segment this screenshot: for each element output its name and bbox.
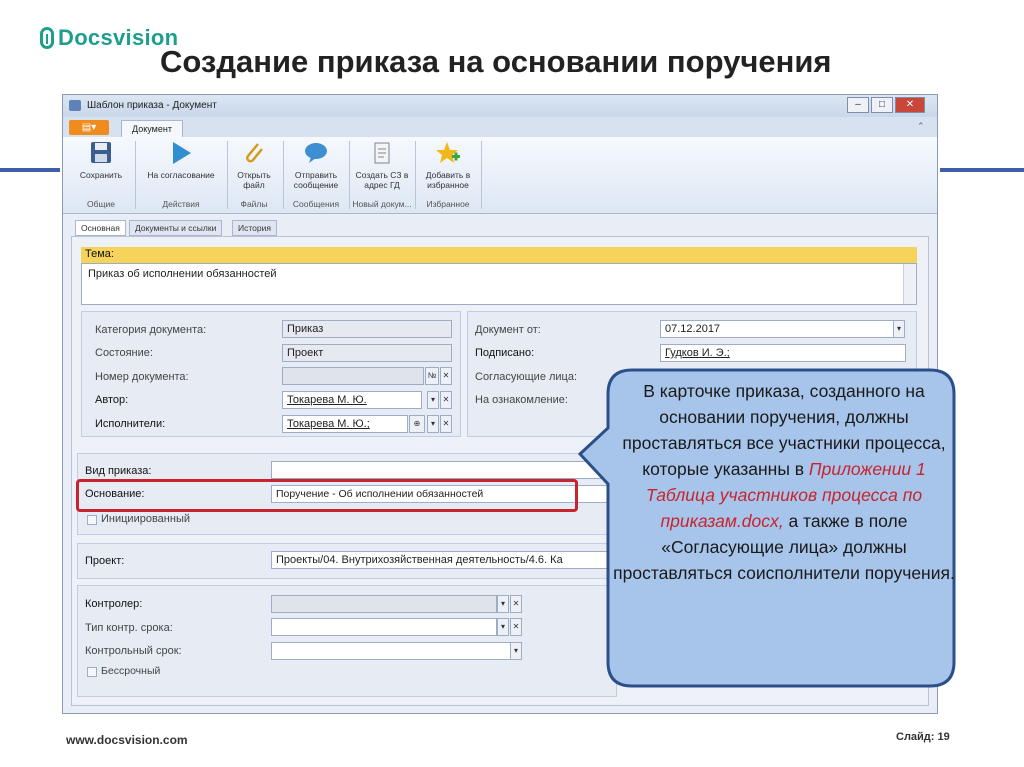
executors-clear-icon[interactable]: ✕ — [440, 415, 452, 433]
term-type-field[interactable] — [271, 618, 497, 636]
callout-part1: В карточке приказа, созданного на основании поручения, должны проставляться все участники процесса, которые указанны в — [622, 381, 946, 479]
create-memo-label: Создать СЗ в адрес ГД — [355, 170, 409, 190]
group-separator — [481, 141, 482, 209]
minimize-button[interactable]: – — [847, 97, 869, 113]
ribbon — [63, 137, 937, 214]
deadline-dropdown-icon[interactable]: ▾ — [510, 642, 522, 660]
open-file-button[interactable] — [229, 141, 279, 197]
controller-field[interactable] — [271, 595, 497, 613]
send-approval-label: На согласование — [147, 170, 215, 180]
maximize-button[interactable]: □ — [871, 97, 893, 113]
group-actions: Действия — [162, 199, 200, 209]
group-separator — [227, 141, 228, 209]
send-approval-button[interactable] — [139, 141, 223, 197]
term-type-dropdown-icon[interactable]: ▾ — [497, 618, 509, 636]
tab-main[interactable]: Основная — [75, 220, 126, 236]
group-separator — [283, 141, 284, 209]
app-menu-button[interactable]: ▤▾ — [69, 120, 109, 135]
group-files: Файлы — [240, 199, 268, 209]
author-field[interactable] — [282, 391, 422, 409]
ribbon-tabstrip — [63, 117, 937, 138]
basis-value: Поручение - Об исполнении обязанностей — [276, 488, 484, 500]
callout-part2: а также в поле «Согласующие лица» должны проставляться соисполнители поручения. — [613, 511, 955, 583]
category-label: Категория документа: — [95, 324, 207, 336]
term-type-clear-icon[interactable]: ✕ — [510, 618, 522, 636]
doc-number-label: Номер документа: — [95, 371, 189, 383]
controller-label: Контролер: — [85, 598, 143, 610]
group-new-document: Новый докум... — [352, 199, 412, 209]
date-field[interactable] — [660, 320, 894, 338]
date-label: Документ от: — [475, 324, 541, 336]
tab-document[interactable]: Документ — [121, 120, 183, 137]
doc-number-field[interactable] — [282, 367, 424, 385]
subject-header — [81, 247, 917, 263]
memo-icon — [369, 141, 395, 165]
controller-dropdown-icon[interactable]: ▾ — [497, 595, 509, 613]
group-separator — [135, 141, 136, 209]
group-general: Общие — [87, 199, 115, 209]
executors-value: Токарева М. Ю.; — [287, 418, 370, 430]
send-message-label: Отправить сообщение — [293, 170, 339, 190]
author-label: Автор: — [95, 394, 129, 406]
author-value: Токарева М. Ю. — [287, 394, 367, 406]
executors-dropdown-icon[interactable]: ▾ — [427, 415, 439, 433]
ribbon-collapse-icon[interactable]: ⌃ — [917, 121, 925, 131]
close-button[interactable]: ✕ — [895, 97, 925, 113]
initiated-label: Инициированный — [101, 513, 190, 525]
create-memo-button[interactable] — [351, 141, 413, 197]
subject-value: Приказ об исполнении обязанностей — [88, 268, 277, 280]
date-dropdown-icon[interactable]: ▾ — [893, 320, 905, 338]
callout-text — [610, 378, 958, 586]
save-button[interactable] — [69, 141, 133, 197]
open-file-label: Открыть файл — [237, 170, 271, 190]
tab-history[interactable]: История — [232, 220, 277, 236]
group-messages: Сообщения — [292, 199, 340, 209]
state-field — [282, 344, 452, 362]
save-label: Сохранить — [79, 170, 123, 180]
project-label: Проект: — [85, 555, 125, 567]
project-value: Проекты/04. Внутрихозяйственная деятельность/4.6. Ка — [276, 554, 563, 566]
subject-scrollbar[interactable] — [903, 264, 916, 304]
executors-field[interactable] — [282, 415, 408, 433]
executors-picker-icon[interactable]: ⊕ — [409, 415, 425, 433]
basis-highlight — [76, 479, 578, 512]
slide-number: Слайд: 19 — [896, 731, 950, 743]
title-line-left — [0, 168, 60, 172]
subject-label: Тема: — [85, 248, 114, 260]
controller-clear-icon[interactable]: ✕ — [510, 595, 522, 613]
add-favorites-label: Добавить в избранное — [425, 170, 471, 190]
category-field[interactable] — [282, 320, 452, 338]
star-add-icon — [435, 141, 461, 165]
title-line-right — [940, 168, 1024, 172]
deadline-label: Контрольный срок: — [85, 645, 182, 657]
group-separator — [349, 141, 350, 209]
speech-bubble-icon — [303, 141, 329, 165]
app-icon — [69, 100, 81, 111]
date-value: 07.12.2017 — [665, 323, 721, 335]
paperclip-icon — [241, 141, 267, 165]
docsvision-logo-icon — [40, 27, 54, 49]
deadline-field[interactable] — [271, 642, 511, 660]
save-icon — [88, 141, 114, 165]
number-clear-icon[interactable]: ✕ — [440, 367, 452, 385]
signed-label: Подписано: — [475, 347, 535, 359]
send-message-button[interactable] — [285, 141, 347, 197]
state-value: Проект — [287, 347, 324, 359]
tab-documents-links[interactable]: Документы и ссылки — [129, 220, 222, 236]
term-type-label: Тип контр. срока: — [85, 622, 173, 634]
signed-value: Гудков И. Э.; — [665, 347, 730, 359]
group-favorites: Избранное — [426, 199, 470, 209]
initiated-checkbox[interactable] — [87, 515, 97, 525]
number-generate-icon[interactable]: № — [425, 367, 439, 385]
unlimited-label: Бессрочный — [101, 665, 161, 677]
author-dropdown-icon[interactable]: ▾ — [427, 391, 439, 409]
signed-field[interactable] — [660, 344, 906, 362]
review-label: На ознакомление: — [475, 394, 568, 406]
state-label: Состояние: — [95, 347, 153, 359]
footer-url: www.docsvision.com — [66, 733, 188, 747]
window-title: Шаблон приказа - Документ — [87, 100, 217, 111]
author-clear-icon[interactable]: ✕ — [440, 391, 452, 409]
docsvision-logo — [40, 24, 178, 52]
subject-input[interactable] — [81, 263, 917, 305]
category-value: Приказ — [287, 323, 324, 335]
window-titlebar — [63, 95, 937, 117]
callout-highlight: Приложении 1 Таблица участников процесса по приказам.docx, — [645, 459, 926, 531]
basis-label: Основание: — [85, 488, 145, 500]
order-kind-label: Вид приказа: — [85, 465, 152, 477]
add-favorites-button[interactable] — [417, 141, 479, 197]
group-separator — [415, 141, 416, 209]
unlimited-checkbox[interactable] — [87, 667, 97, 677]
logo-text: Docsvision — [58, 25, 179, 50]
play-icon — [168, 141, 194, 165]
executors-label: Исполнители: — [95, 418, 166, 430]
slide-title: Создание приказа на основании поручения — [160, 44, 832, 79]
approvers-label: Согласующие лица: — [475, 371, 578, 383]
